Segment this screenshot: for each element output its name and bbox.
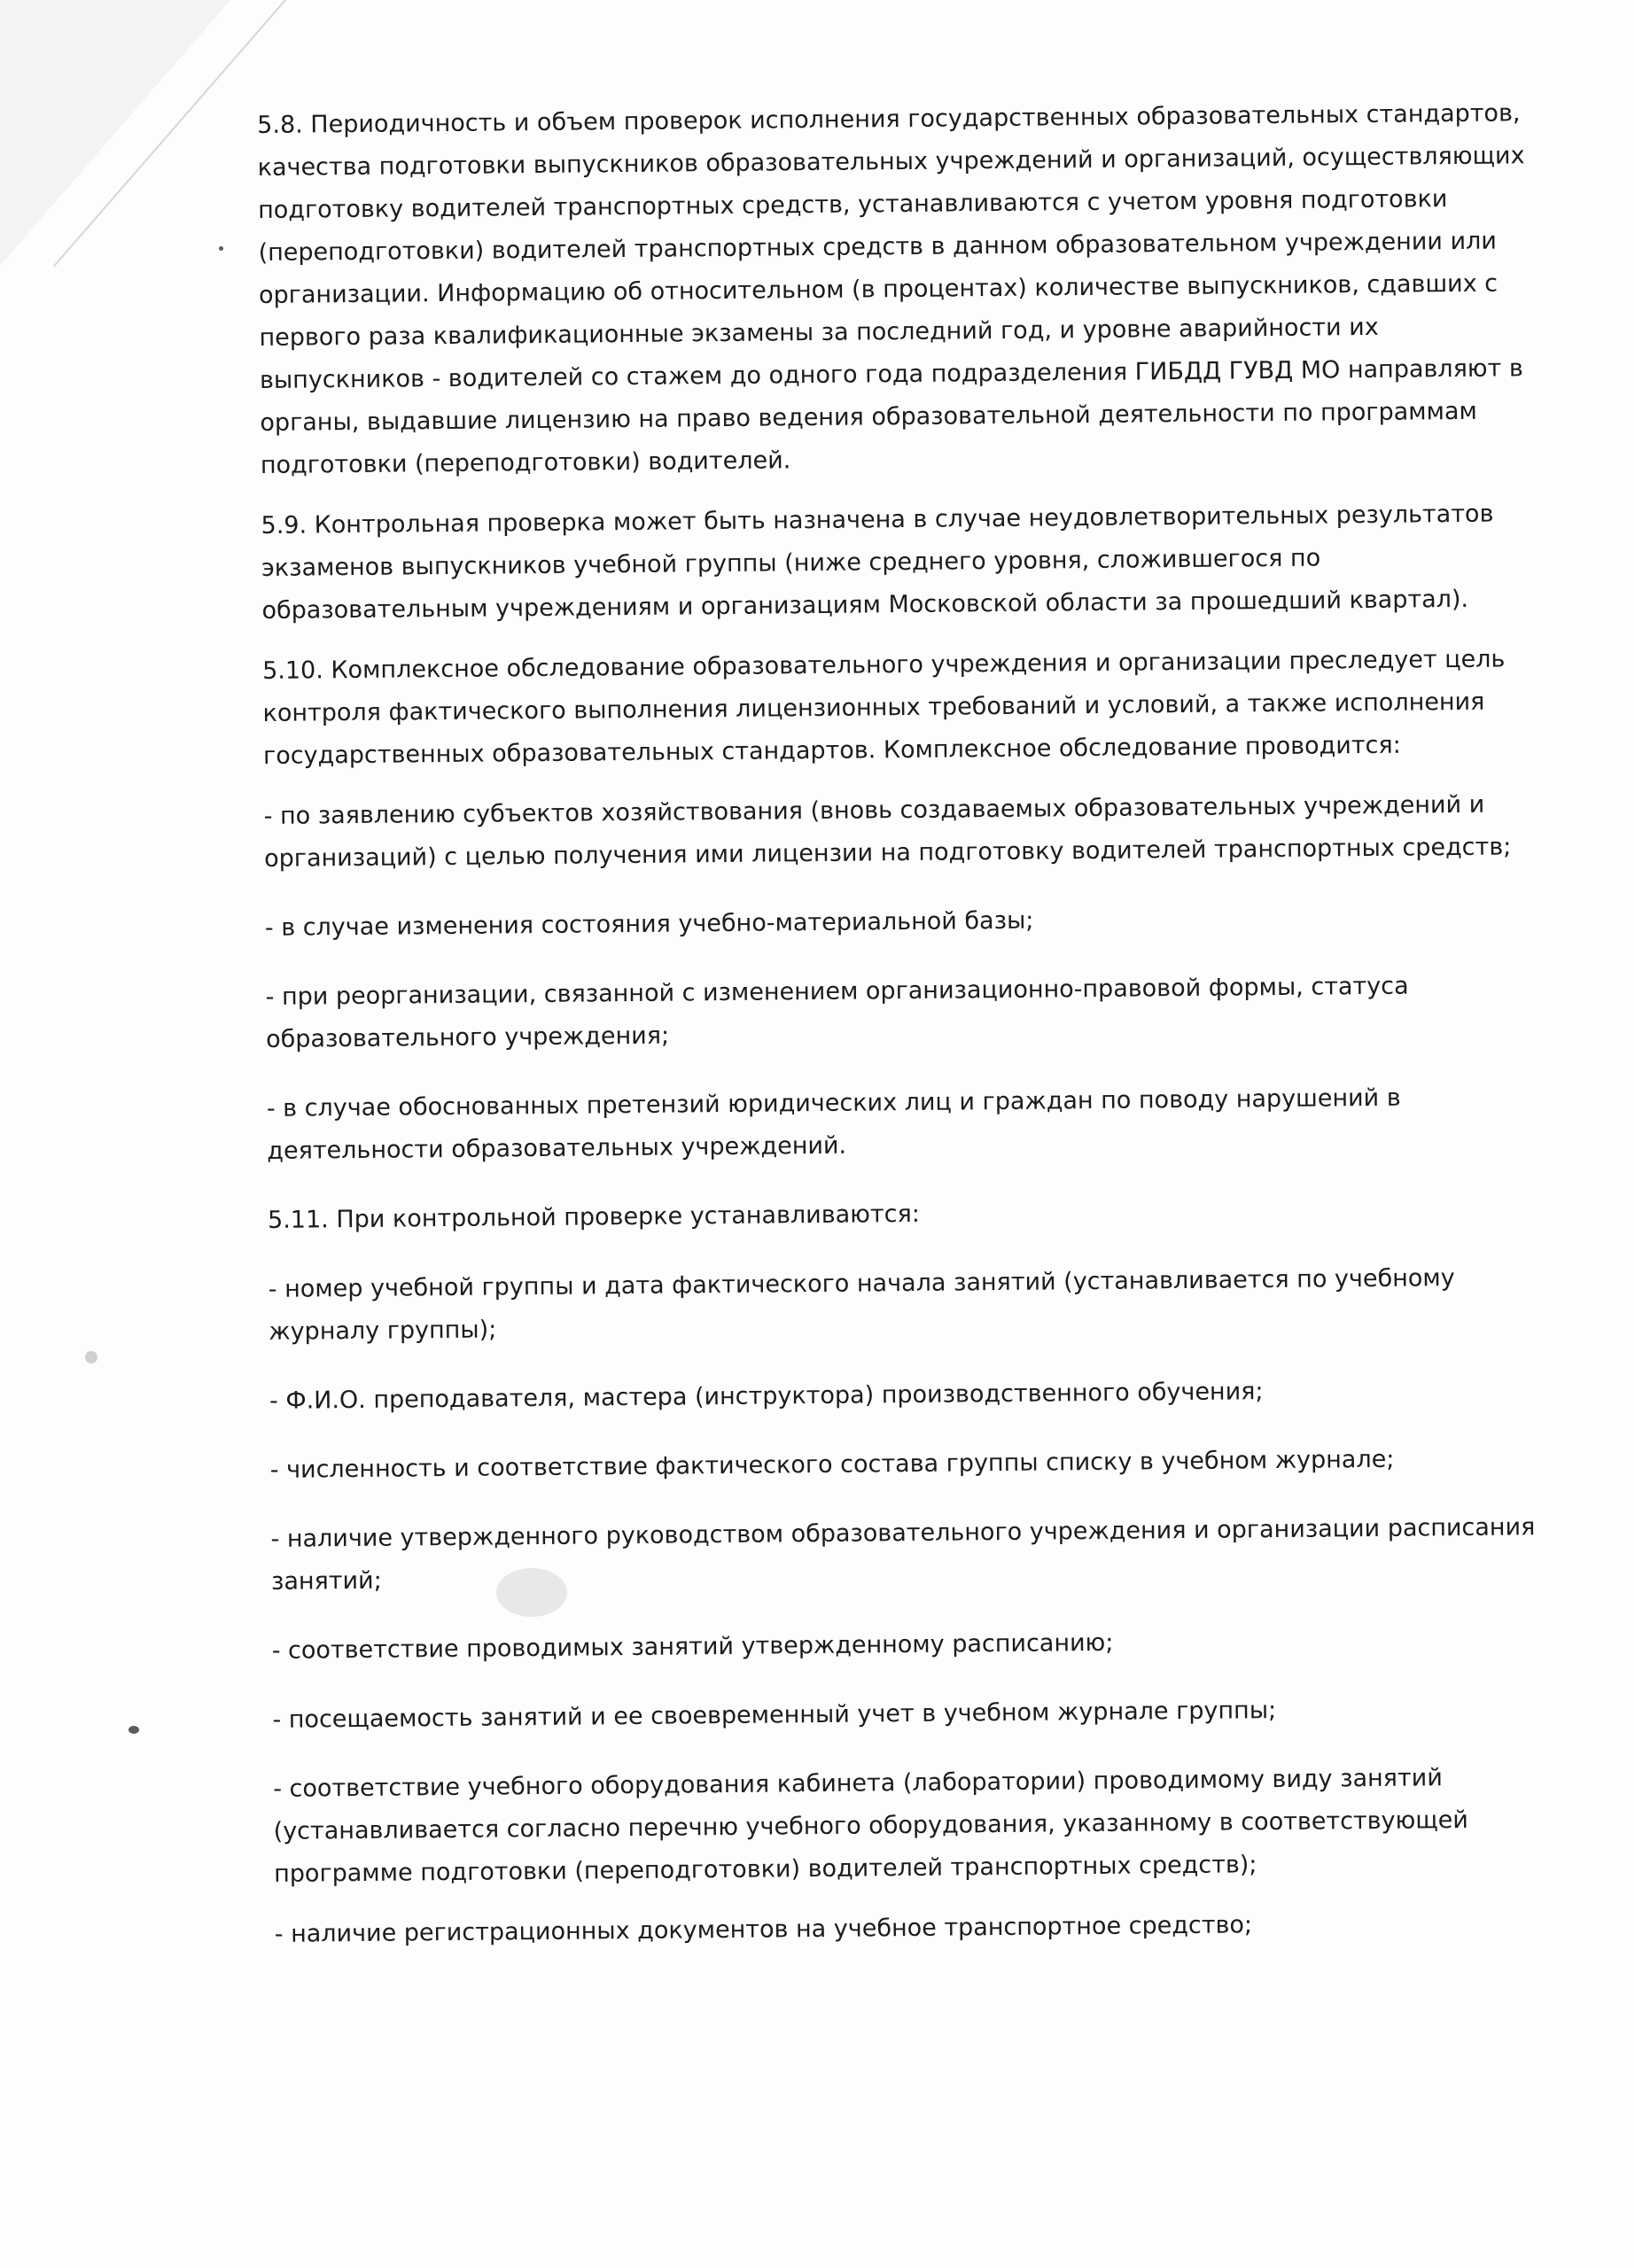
list-item: - численность и соответствие фактического состава группы списку в учебном журнале; (269, 1445, 1395, 1484)
folded-corner (0, 0, 230, 266)
list-item: - по заявлению субъектов хозяйствования (вновь создаваемых образовательных учреждений и организаций) с целью получения ими лицензии на подготовку водителей транспортных средств; (263, 790, 1512, 873)
list-item: - Ф.И.О. преподавателя, мастера (инструктора) производственного обучения; (269, 1378, 1264, 1415)
list-item: - при реорганизации, связанной с изменением организационно-правовой формы, статуса образовательного учреждения; (265, 972, 1409, 1053)
document-body (257, 92, 1551, 1974)
list-item: - наличие утвержденного руководством образовательного учреждения и организации расписания занятий; (270, 1513, 1536, 1596)
paragraph-5-8: 5.8. Периодичность и объем проверок исполнения государственных образовательных стандартов, качества подготовки выпускников образовательных учреждений и организаций, осуществляющих подготовку водителей транспортных средств, устанавливаются с учетом уровня подготовки (переподготовки) водителей транспортных средств в данном образовательном учреждении или организации. Информацию об относительном (в процентах) количестве выпускников, сдавших с первого раза квалификационные экзамены за последний год, и уровне аварийности их выпускников - водителей со стажем до одного года подразделения ГИБДД ГУВД МО направляют в органы, выдавшие лицензию на право ведения образовательной деятельности по программам подготовки (переподготовки) водителей. (257, 99, 1525, 479)
scan-speck (128, 1726, 139, 1734)
paragraph-5-10: 5.10. Комплексное обследование образовательного учреждения и организации преследует цель контроля фактического выполнения лицензионных требований и условий, а также исполнения государственных образовательных стандартов. Комплексное обследование проводится: (261, 645, 1506, 770)
list-item: - наличие регистрационных документов на учебное транспортное средство; (274, 1911, 1253, 1948)
paragraph-5-9: 5.9. Контрольная проверка может быть назначена в случае неудовлетворительных результатов экзаменов выпускников учебной группы (ниже среднего уровня, сложившегося по образовательным учреждениям и организациям Московской области за прошедший квартал). (261, 500, 1494, 625)
paragraph-5-11: 5.11. При контрольной проверке устанавливаются: (267, 1200, 920, 1234)
list-item: - посещаемость занятий и ее своевременный учет в учебном журнале группы; (272, 1697, 1277, 1734)
list-item: - соответствие учебного оборудования кабинета (лаборатории) проводимому виду занятий (устанавливается согласно перечню учебного оборудования, указанному в соответствующей программе подготовки (переподготовки) водителей транспортных средств); (273, 1764, 1469, 1888)
list-item: - в случае обоснованных претензий юридических лиц и граждан по поводу нарушений в деятельности образовательных учреждений. (266, 1084, 1401, 1165)
list-item: - в случае изменения состояния учебно-материальной базы; (264, 906, 1034, 942)
list-item: - соответствие проводимых занятий утвержденному расписанию; (271, 1628, 1114, 1665)
list-item: - номер учебной группы и дата фактического начала занятий (устанавливается по учебному журналу группы); (268, 1264, 1455, 1346)
scan-speck (219, 246, 223, 251)
scan-speck (85, 1351, 97, 1363)
